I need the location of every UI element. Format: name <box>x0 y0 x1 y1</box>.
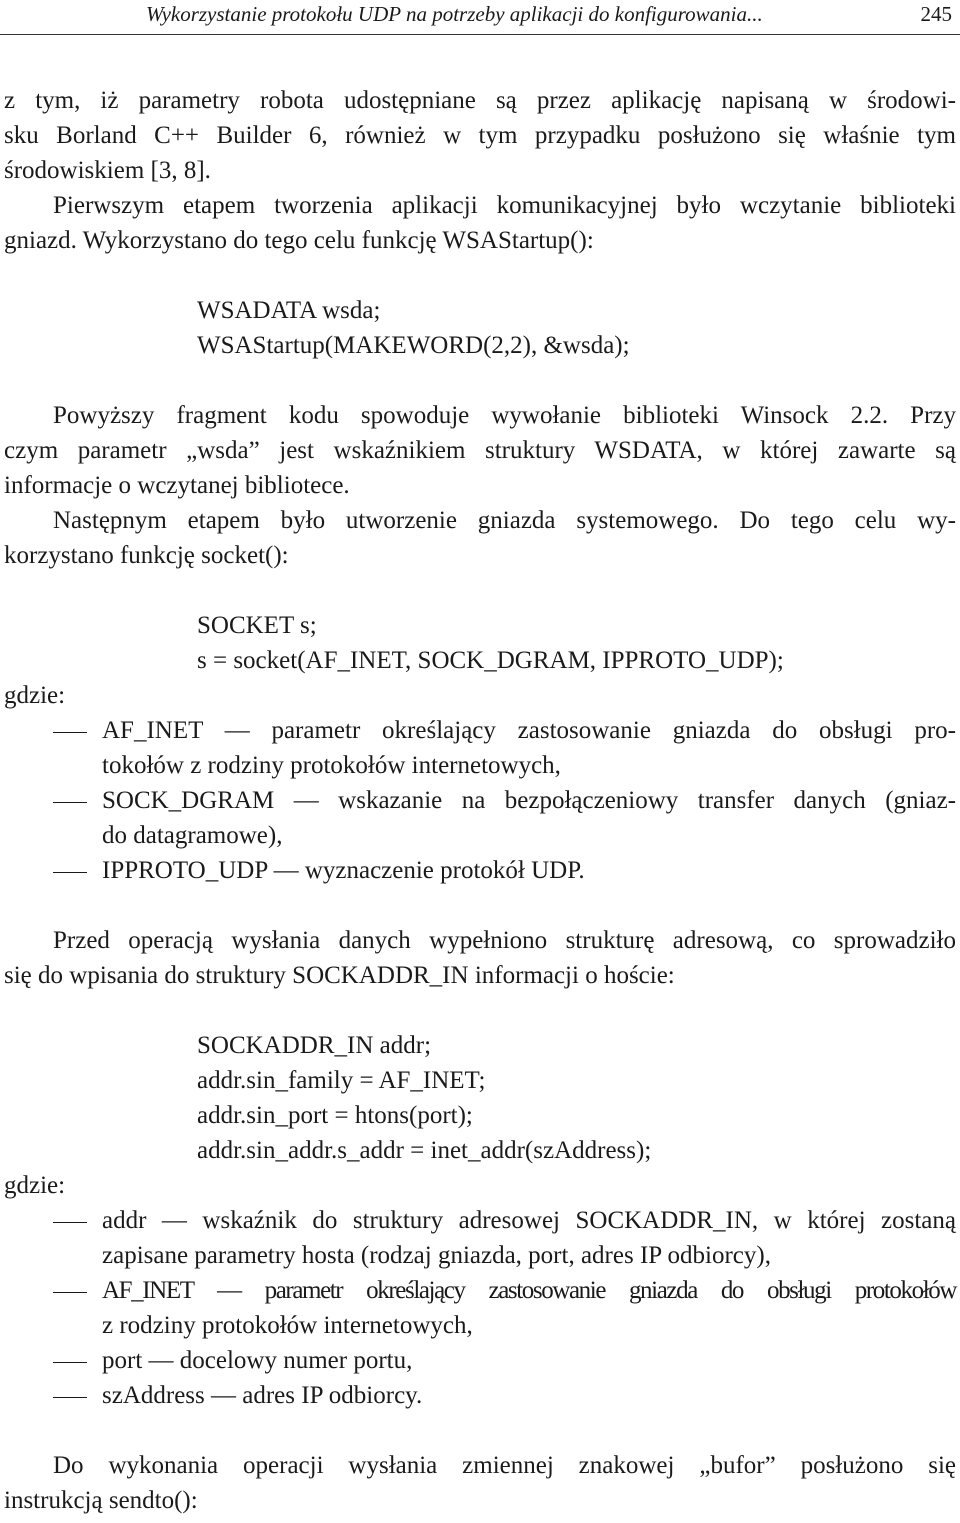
text-line: czym parametr „wsda” jest wskaźnikiem struktury WSDATA, w której zawarte są <box>4 437 956 464</box>
text-line: Powyższy fragment kodu spowoduje wywołanie biblioteki Winsock 2.2. Przy <box>53 402 956 429</box>
code-line: addr.sin_family = AF_INET; <box>197 1067 486 1094</box>
list-item: SOCK_DGRAM — wskazanie na bezpołączeniowy transfer danych (gniaz- <box>102 787 956 814</box>
list-item: AF_INET — parametr określający zastosowanie gniazda do obsługi protokołów <box>102 1277 956 1304</box>
text-line: z tym, iż parametry robota udostępniane są przez aplikację napisaną w środowi- <box>4 87 956 114</box>
text-line: sku Borland C++ Builder 6, również w tym przypadku posłużono się właśnie tym <box>4 122 956 149</box>
page-number: 245 <box>920 2 952 26</box>
code-line: SOCKADDR_IN addr; <box>197 1032 432 1059</box>
label-gdzie: gdzie: <box>4 682 66 709</box>
list-item: addr — wskaźnik do struktury adresowej SOCKADDR_IN, w której zostaną <box>102 1207 956 1234</box>
text-line: korzystano funkcję socket(): <box>4 542 289 569</box>
running-title: Wykorzystanie protokołu UDP na potrzeby aplikacji do konfigurowania... <box>146 2 763 26</box>
text-line: się do wpisania do struktury SOCKADDR_IN informacji o hoście: <box>4 962 675 989</box>
code-line: WSADATA wsda; <box>197 297 381 324</box>
text-line: instrukcją sendto(): <box>4 1487 198 1514</box>
text-line: Następnym etapem było utworzenie gniazda systemowego. Do tego celu wy- <box>53 507 956 534</box>
dash-bullet <box>53 853 87 888</box>
dash-bullet <box>53 1273 87 1308</box>
list-item: tokołów z rodziny protokołów internetowych, <box>102 752 561 779</box>
text-line: Do wykonania operacji wysłania zmiennej znakowej „bufor” posłużono się <box>53 1452 956 1479</box>
list-item: do datagramowe), <box>102 822 283 849</box>
page-header <box>0 0 960 35</box>
list-item: szAddress — adres IP odbiorcy. <box>102 1382 423 1409</box>
dash-bullet <box>53 1378 87 1413</box>
code-line: addr.sin_addr.s_addr = inet_addr(szAddress); <box>197 1137 652 1164</box>
list-item: z rodziny protokołów internetowych, <box>102 1312 473 1339</box>
list-item: port — docelowy numer portu, <box>102 1347 413 1374</box>
list-item: IPPROTO_UDP — wyznaczenie protokół UDP. <box>102 857 585 884</box>
text-line: informacje o wczytanej bibliotece. <box>4 472 350 499</box>
dash-bullet <box>53 1203 87 1238</box>
text-line: środowiskiem [3, 8]. <box>4 157 211 184</box>
text-line: gniazd. Wykorzystano do tego celu funkcję WSAStartup(): <box>4 227 594 254</box>
dash-bullet <box>53 713 87 748</box>
code-line: WSAStartup(MAKEWORD(2,2), &wsda); <box>197 332 630 359</box>
code-line: addr.sin_port = htons(port); <box>197 1102 473 1129</box>
text-line: Pierwszym etapem tworzenia aplikacji komunikacyjnej było wczytanie biblioteki <box>53 192 956 219</box>
code-line: SOCKET s; <box>197 612 317 639</box>
list-item: AF_INET — parametr określający zastosowanie gniazda do obsługi pro- <box>102 717 956 744</box>
dash-bullet <box>53 783 87 818</box>
label-gdzie: gdzie: <box>4 1172 66 1199</box>
dash-bullet <box>53 1343 87 1378</box>
code-line: s = socket(AF_INET, SOCK_DGRAM, IPPROTO_UDP); <box>197 647 784 674</box>
list-item: zapisane parametry hosta (rodzaj gniazda, port, adres IP odbiorcy), <box>102 1242 771 1269</box>
text-line: Przed operacją wysłania danych wypełniono strukturę adresową, co sprowadziło <box>53 927 956 954</box>
